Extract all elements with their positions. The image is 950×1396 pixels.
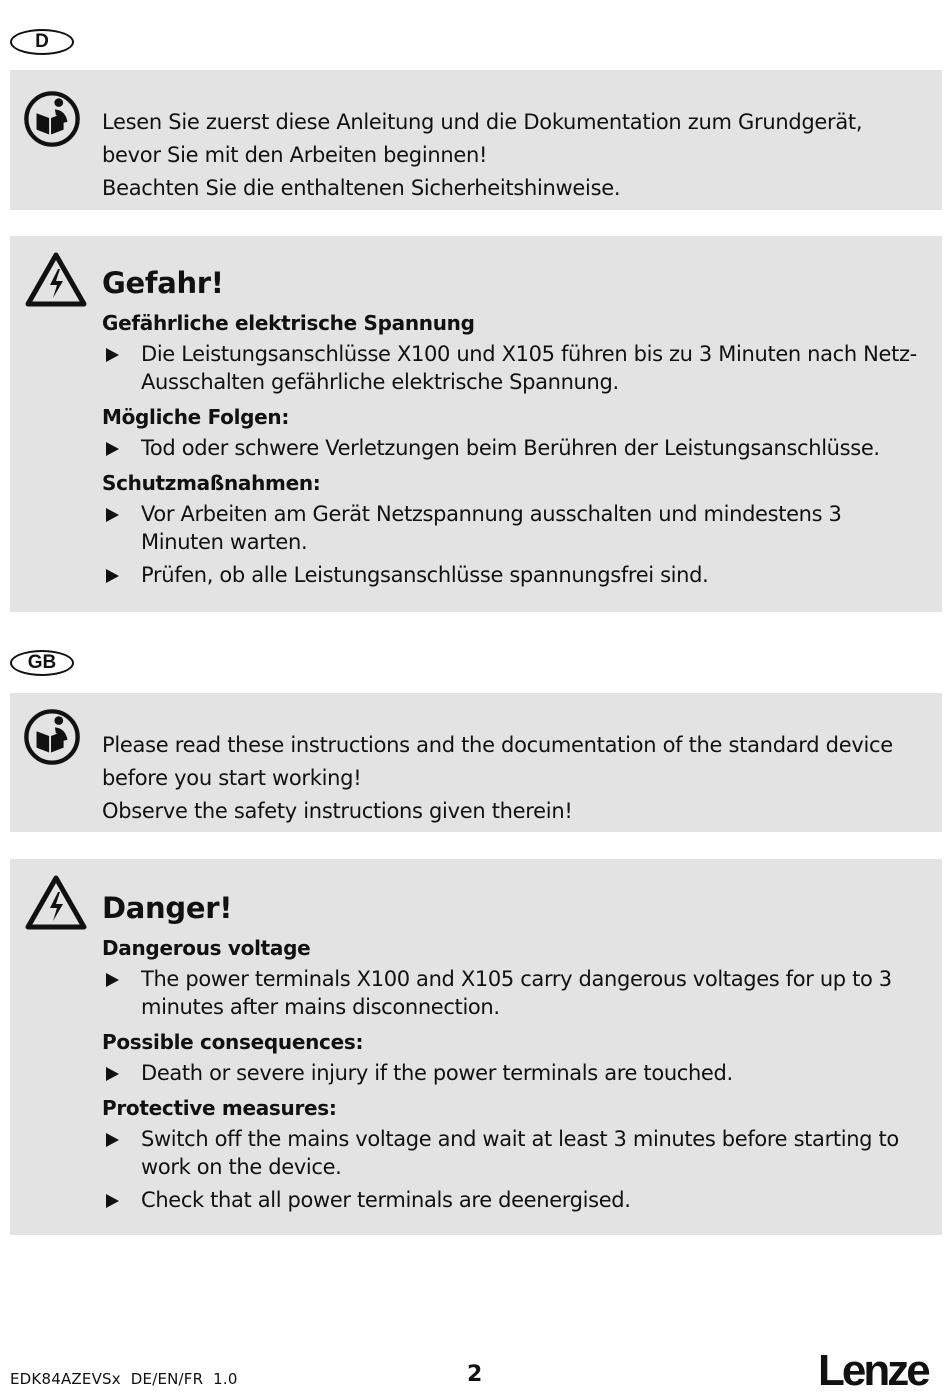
list-item: Switch off the mains voltage and wait at least 3 minutes before starting to work on the device.	[102, 1125, 928, 1181]
info-box-gb	[10, 693, 942, 832]
info-line-3: Beachten Sie die enthaltenen Sicherheitshinweise.	[102, 176, 621, 200]
consequences-heading: Possible consequences:	[102, 1030, 364, 1054]
hazard-heading: Dangerous voltage	[102, 936, 311, 960]
page-number: 2	[467, 1362, 483, 1387]
warning-box-gb	[10, 859, 942, 1235]
list-item: Tod oder schwere Verletzungen beim Berühren der Leistungsanschlüsse.	[102, 434, 928, 462]
bullet-arrow-icon	[106, 973, 119, 987]
high-voltage-warning-icon	[23, 250, 89, 310]
language-badge-gb: GB	[10, 650, 74, 676]
info-text-gb	[102, 729, 922, 828]
bullet-arrow-icon	[106, 1133, 119, 1147]
list-item: Vor Arbeiten am Gerät Netzspannung ausschalten und mindestens 3 Minuten warten.	[102, 500, 928, 556]
warning-box-de	[10, 236, 942, 612]
warning-content-de	[102, 266, 928, 597]
info-line-3: Observe the safety instructions given therein!	[102, 799, 573, 823]
list-item: Prüfen, ob alle Leistungsanschlüsse spannungsfrei sind.	[102, 561, 928, 589]
info-line-2: before you start working!	[102, 766, 362, 790]
document-id: EDK84AZEVSx DE/EN/FR 1.0	[10, 1370, 238, 1388]
list-item: Death or severe injury if the power terminals are touched.	[102, 1059, 928, 1087]
read-manual-icon	[23, 90, 81, 148]
list-item: The power terminals X100 and X105 carry dangerous voltages for up to 3 minutes after mains disconnection.	[102, 965, 928, 1021]
measures-list	[102, 500, 928, 589]
hazard-list	[102, 965, 928, 1021]
list-item: Die Leistungsanschlüsse X100 und X105 führen bis zu 3 Minuten nach Netz-Ausschalten gefährliche elektrische Spannung.	[102, 340, 928, 396]
lenze-logo: Lenze	[818, 1346, 928, 1395]
consequences-heading: Mögliche Folgen:	[102, 405, 290, 429]
bullet-arrow-icon	[106, 1067, 119, 1081]
language-badge-de: D	[10, 29, 74, 55]
consequences-list	[102, 1059, 928, 1087]
measures-heading: Schutzmaßnahmen:	[102, 471, 321, 495]
bullet-arrow-icon	[106, 348, 119, 362]
bullet-arrow-icon	[106, 442, 119, 456]
warning-content-gb	[102, 891, 928, 1222]
measures-heading: Protective measures:	[102, 1096, 337, 1120]
hazard-heading: Gefährliche elektrische Spannung	[102, 311, 475, 335]
info-line-1: Lesen Sie zuerst diese Anleitung und die Dokumentation zum Grundgerät,	[102, 110, 863, 134]
info-line-2: bevor Sie mit den Arbeiten beginnen!	[102, 143, 488, 167]
info-box-de	[10, 70, 942, 210]
measures-list	[102, 1125, 928, 1214]
bullet-arrow-icon	[106, 1194, 119, 1208]
hazard-list	[102, 340, 928, 396]
read-manual-icon	[23, 708, 81, 766]
list-item: Check that all power terminals are deenergised.	[102, 1186, 928, 1214]
bullet-arrow-icon	[106, 569, 119, 583]
consequences-list	[102, 434, 928, 462]
info-line-1: Please read these instructions and the documentation of the standard device	[102, 733, 893, 757]
warning-title: Danger!	[102, 891, 233, 925]
warning-title: Gefahr!	[102, 266, 224, 300]
bullet-arrow-icon	[106, 508, 119, 522]
info-text-de	[102, 106, 922, 205]
high-voltage-warning-icon	[23, 873, 89, 933]
